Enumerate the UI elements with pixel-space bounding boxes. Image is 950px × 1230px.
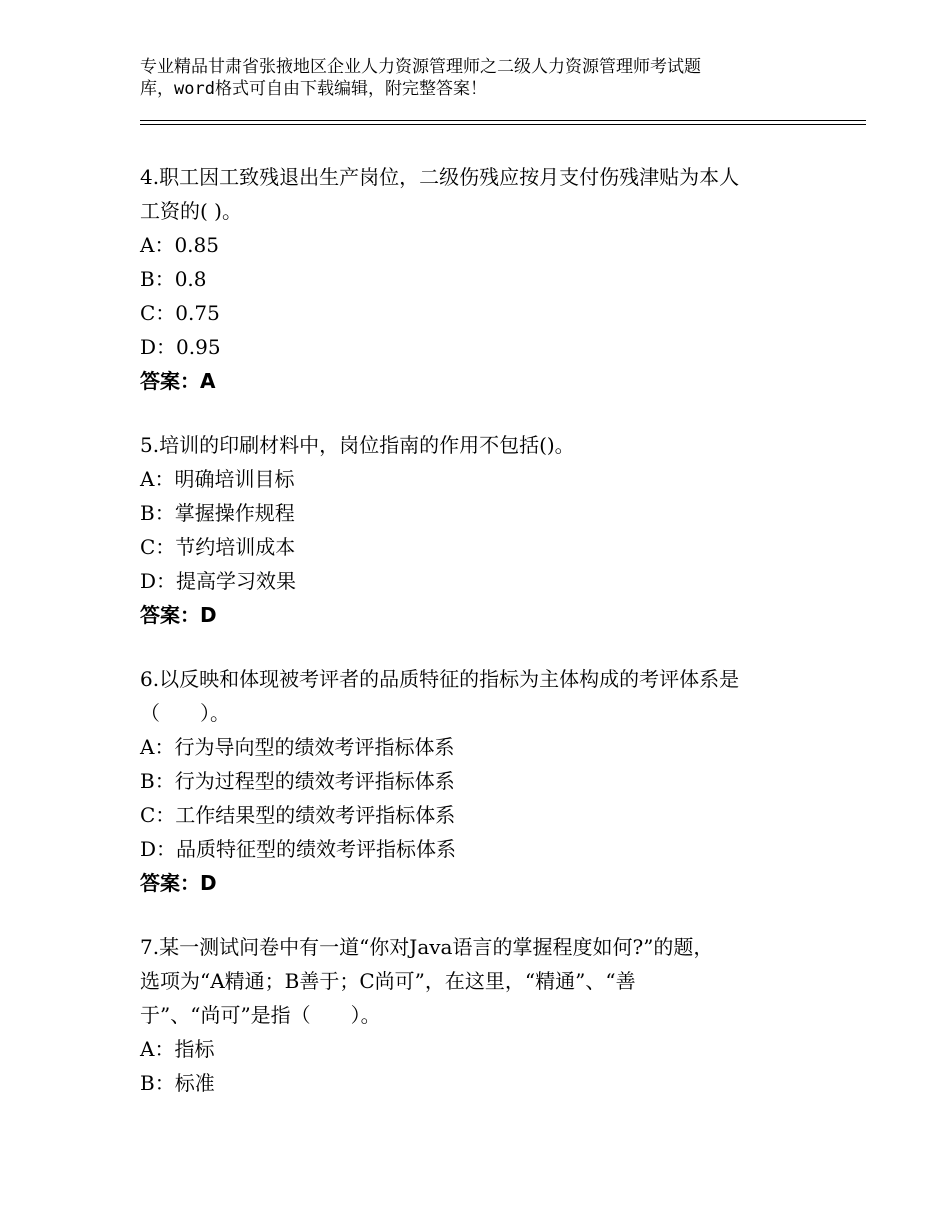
option-b: B：掌握操作规程 [140, 501, 295, 525]
question-text: 6.以反映和体现被考评者的品质特征的指标为主体构成的考评体系是 [140, 667, 740, 691]
header-line: 专业精品甘肃省张掖地区企业人力资源管理师之二级人力资源管理师考试题 [140, 57, 701, 77]
option-a: A：0.85 [140, 233, 219, 257]
header-divider [140, 120, 866, 125]
option-a: A：指标 [140, 1037, 215, 1061]
question-4 [140, 160, 820, 398]
answer: 答案：D [140, 603, 217, 627]
option-b: B：标准 [140, 1071, 215, 1095]
question-text: 于”、“尚可”是指（ ）。 [140, 1003, 381, 1027]
question-text: 5.培训的印刷材料中，岗位指南的作用不包括()。 [140, 433, 575, 457]
question-text: 选项为“A精通；B善于；C尚可”，在这里，“精通”、“善 [140, 969, 636, 993]
question-7 [140, 930, 820, 1100]
option-a: A：行为导向型的绩效考评指标体系 [140, 735, 455, 759]
option-b: B：0.8 [140, 267, 207, 291]
option-d: D：品质特征型的绩效考评指标体系 [140, 837, 457, 861]
question-text: （ ）。 [140, 701, 230, 725]
question-text: 7.某一测试问卷中有一道“你对Java语言的掌握程度如何?”的题， [140, 935, 714, 959]
option-c: C：0.75 [140, 301, 220, 325]
question-text: 4.职工因工致残退出生产岗位，二级伤残应按月支付伤残津贴为本人 [140, 165, 740, 189]
answer: 答案：D [140, 871, 217, 895]
option-b: B：行为过程型的绩效考评指标体系 [140, 769, 455, 793]
option-a: A：明确培训目标 [140, 467, 295, 491]
answer: 答案：A [140, 369, 216, 393]
option-d: D：提高学习效果 [140, 569, 297, 593]
document-header [140, 56, 840, 100]
header-line: 库，word格式可自由下载编辑，附完整答案！ [140, 79, 487, 99]
question-list [140, 160, 820, 1130]
option-d: D：0.95 [140, 335, 221, 359]
option-c: C：节约培训成本 [140, 535, 296, 559]
question-6 [140, 662, 820, 900]
question-text: 工资的( )。 [140, 199, 242, 223]
option-c: C：工作结果型的绩效考评指标体系 [140, 803, 456, 827]
question-5 [140, 428, 820, 632]
